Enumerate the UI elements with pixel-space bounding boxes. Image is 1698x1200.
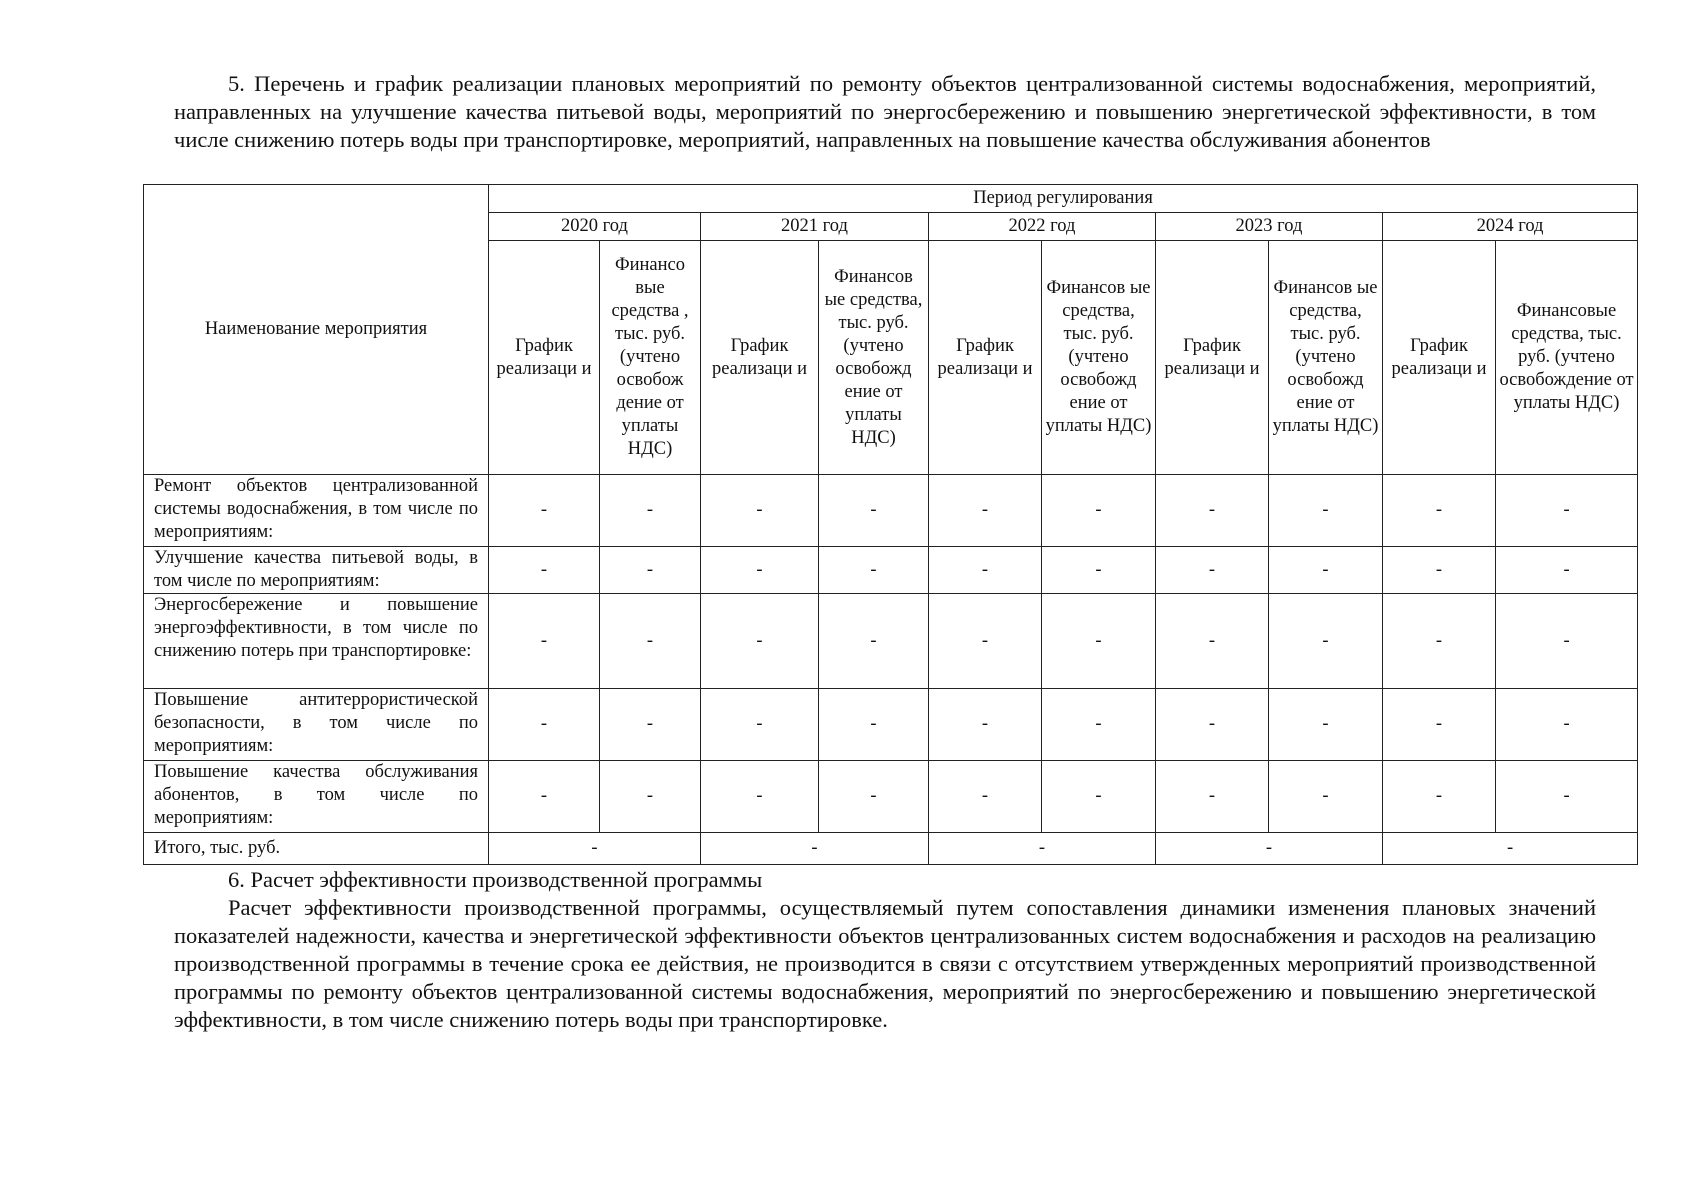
table-cell: -	[819, 547, 929, 594]
table-cell: -	[489, 761, 600, 833]
section-6-paragraph: Расчет эффективности производственной программы, осуществляемый путем сопоставления динамики изменения плановых значений показателей надежности, качества и энергетической эффективности объектов централизованных систем водоснабжения и расходов на реализацию производственной программы в течение срока ее действия, не производится в связи с отсутствием утвержденных мероприятий производственной программы по ремонту объектов централизованной системы водоснабжения, мероприятий по энергосбережению и повышению энергетической эффективности, в том числе снижению потерь воды при транспортировке.	[174, 895, 1596, 1032]
table-cell: -	[1269, 594, 1383, 689]
table-cell: -	[1383, 594, 1496, 689]
table-cell: -	[600, 761, 701, 833]
total-cell: -	[929, 833, 1156, 865]
header-row-period	[144, 185, 1638, 213]
table-cell: -	[1383, 475, 1496, 547]
table-cell: -	[819, 689, 929, 761]
table-cell: -	[600, 689, 701, 761]
table-cell: -	[1042, 547, 1156, 594]
table-cell: -	[1269, 547, 1383, 594]
table-cell: -	[701, 547, 819, 594]
table-cell: -	[1156, 594, 1269, 689]
table-cell: -	[489, 689, 600, 761]
table-cell: -	[1383, 689, 1496, 761]
table-cell: -	[1496, 547, 1638, 594]
table-cell: -	[701, 689, 819, 761]
table-cell: -	[1042, 594, 1156, 689]
row-name: Повышение качества обслуживания абонентов, в том числе по мероприятиям:	[144, 761, 489, 833]
table-cell: -	[1383, 761, 1496, 833]
table-cell: -	[1156, 689, 1269, 761]
section-6-heading: 6. Расчет эффективности производственной программы	[228, 867, 763, 892]
total-label: Итого, тыс. руб.	[144, 833, 489, 865]
table-cell: -	[600, 547, 701, 594]
table-cell: -	[1042, 475, 1156, 547]
finance-header: Финансовые средства, тыс. руб. (учтено освобождение от уплаты НДС)	[1496, 241, 1638, 475]
finance-header: Финансов ые средства, тыс. руб. (учтено освобожд ение от уплаты НДС)	[1042, 241, 1156, 475]
schedule-header: График реализаци и	[489, 241, 600, 475]
finance-header: Финансов ые средства, тыс. руб. (учтено освобожд ение от уплаты НДС)	[819, 241, 929, 475]
total-cell: -	[1383, 833, 1638, 865]
table-cell: -	[929, 475, 1042, 547]
table-cell: -	[929, 594, 1042, 689]
table-cell: -	[1269, 475, 1383, 547]
table-cell: -	[1496, 594, 1638, 689]
table-cell: -	[1156, 475, 1269, 547]
table-cell: -	[701, 475, 819, 547]
total-cell: -	[701, 833, 929, 865]
table-cell: -	[819, 761, 929, 833]
row-name: Улучшение качества питьевой воды, в том числе по мероприятиям:	[144, 547, 489, 594]
table-cell: -	[929, 689, 1042, 761]
table-cell: -	[929, 761, 1042, 833]
finance-header: Финансов ые средства, тыс. руб. (учтено освобожд ение от уплаты НДС)	[1269, 241, 1383, 475]
table-row	[144, 475, 1638, 547]
row-name: Повышение антитеррористической безопасности, в том числе по мероприятиям:	[144, 689, 489, 761]
table-cell: -	[929, 547, 1042, 594]
table-cell: -	[819, 475, 929, 547]
total-row	[144, 833, 1638, 865]
table-cell: -	[1383, 547, 1496, 594]
table-cell: -	[701, 594, 819, 689]
table-cell: -	[1156, 761, 1269, 833]
table-cell: -	[1496, 689, 1638, 761]
table-cell: -	[489, 547, 600, 594]
table-cell: -	[1269, 689, 1383, 761]
table-cell: -	[489, 594, 600, 689]
table-row	[144, 761, 1638, 833]
table-cell: -	[1156, 547, 1269, 594]
table-cell: -	[1042, 689, 1156, 761]
section-5-heading: 5. Перечень и график реализации плановых мероприятий по ремонту объектов централизованной системы водоснабжения, мероприятий, направленных на улучшение качества питьевой воды, мероприятий по энергосбережению и повышению энергетической эффективности, в том числе снижению потерь воды при транспортировке, мероприятий, направленных на повышение качества обслуживания абонентов	[174, 71, 1596, 152]
finance-header: Финансо вые средства , тыс. руб. (учтено освобож дение от уплаты НДС)	[600, 241, 701, 475]
year-header: 2020 год	[489, 213, 701, 241]
total-cell: -	[1156, 833, 1383, 865]
schedule-header: График реализаци и	[1383, 241, 1496, 475]
table-cell: -	[1269, 761, 1383, 833]
year-header: 2023 год	[1156, 213, 1383, 241]
table-row	[144, 547, 1638, 594]
row-name: Энергосбережение и повышение энергоэффективности, в том числе по снижению потерь при транспортировке:	[144, 594, 489, 689]
table-cell: -	[701, 761, 819, 833]
table-cell: -	[1496, 475, 1638, 547]
table-cell: -	[600, 475, 701, 547]
row-name: Ремонт объектов централизованной системы водоснабжения, в том числе по мероприятиям:	[144, 475, 489, 547]
schedule-header: График реализаци и	[1156, 241, 1269, 475]
table-row	[144, 594, 1638, 689]
table-row	[144, 689, 1638, 761]
name-column-header: Наименование мероприятия	[144, 185, 489, 475]
table-cell: -	[819, 594, 929, 689]
year-header: 2024 год	[1383, 213, 1638, 241]
table-cell: -	[1496, 761, 1638, 833]
schedule-header: График реализаци и	[701, 241, 819, 475]
table-cell: -	[1042, 761, 1156, 833]
table-cell: -	[600, 594, 701, 689]
table-cell: -	[489, 475, 600, 547]
year-header: 2022 год	[929, 213, 1156, 241]
period-header: Период регулирования	[489, 185, 1638, 213]
total-cell: -	[489, 833, 701, 865]
schedule-header: График реализаци и	[929, 241, 1042, 475]
year-header: 2021 год	[701, 213, 929, 241]
activities-table	[143, 184, 1638, 865]
